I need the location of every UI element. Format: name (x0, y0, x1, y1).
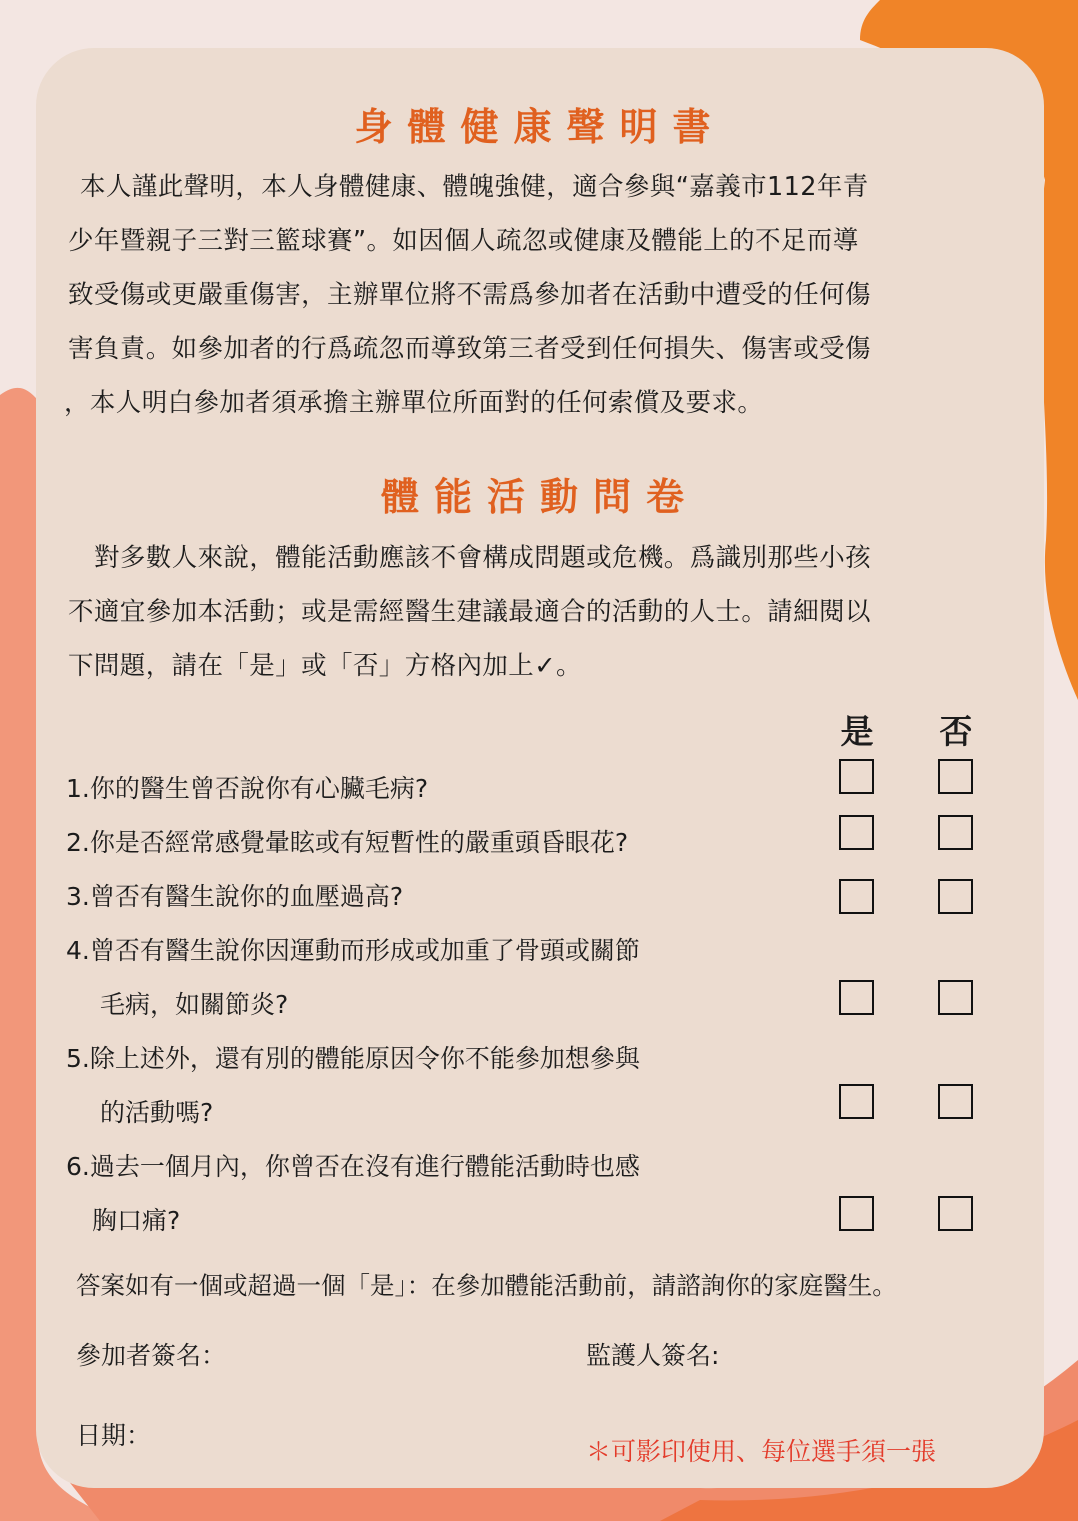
doctor-consult-note: 答案如有一個或超過一個「是」：在參加體能活動前，請諮詢你的家庭醫生。 (76, 1271, 897, 1300)
question-1 (66, 762, 786, 816)
intro-line: 下問題，請在「是」或「否」方格內加上✓。 (68, 651, 582, 681)
declaration-line: 致受傷或更嚴重傷害，主辦單位將不需爲參加者在活動中遭受的任何傷 (68, 280, 871, 310)
q4-no-checkbox[interactable] (938, 980, 973, 1015)
question-text: 2.你是否經常感覺暈眩或有短暫性的嚴重頭昏眼花? (66, 828, 629, 857)
question-text: 5.除上述外，還有別的體能原因令你不能參加想參與 (66, 1044, 640, 1073)
q4-yes-checkbox[interactable] (839, 980, 874, 1015)
form-card (36, 48, 1044, 1488)
declaration-line: ，本人明白參加者須承擔主辦單位所面對的任何索償及要求。 (64, 388, 764, 418)
q3-yes-checkbox[interactable] (839, 879, 874, 914)
question-4 (66, 924, 786, 1032)
question-text: 1.你的醫生曾否說你有心臟毛病? (66, 774, 429, 803)
question-3 (66, 870, 786, 924)
q5-no-checkbox[interactable] (938, 1084, 973, 1119)
date-label: 日期： (76, 1421, 152, 1450)
question-text: 6.過去一個月內，你曾否在沒有進行體能活動時也感 (66, 1152, 640, 1181)
yes-column-header: 是 (840, 712, 874, 751)
photocopy-note: ＊可影印使用、每位選手須一張 (586, 1437, 937, 1466)
participant-signature-label: 參加者簽名： (76, 1341, 227, 1370)
guardian-signature-label: 監護人簽名: (586, 1341, 720, 1370)
q3-no-checkbox[interactable] (938, 879, 973, 914)
question-6 (66, 1140, 786, 1248)
questionnaire-title: 體能活動問卷 (380, 474, 699, 519)
declaration-line: 本人謹此聲明，本人身體健康、體魄強健，適合參與“嘉義市112年青 (80, 172, 869, 202)
q6-no-checkbox[interactable] (938, 1196, 973, 1231)
q1-no-checkbox[interactable] (938, 759, 973, 794)
questionnaire-intro (68, 531, 1012, 693)
question-text: 3.曾否有醫生說你的血壓過高? (66, 882, 404, 911)
question-text-continued: 毛病，如關節炎? (100, 990, 289, 1019)
declaration-text (64, 160, 1020, 430)
no-column-header: 否 (939, 712, 973, 751)
intro-line: 不適宜參加本活動；或是需經醫生建議最適合的活動的人士。請細閱以 (68, 597, 871, 627)
q2-no-checkbox[interactable] (938, 815, 973, 850)
q2-yes-checkbox[interactable] (839, 815, 874, 850)
q5-yes-checkbox[interactable] (839, 1084, 874, 1119)
q1-yes-checkbox[interactable] (839, 759, 874, 794)
question-2 (66, 816, 786, 870)
question-text: 4.曾否有醫生說你因運動而形成或加重了骨頭或關節 (66, 936, 640, 965)
question-text-continued: 胸口痛? (92, 1206, 181, 1235)
declaration-line: 少年暨親子三對三籃球賽”。如因個人疏忽或健康及體能上的不足而導 (68, 226, 859, 256)
question-5 (66, 1032, 786, 1140)
declaration-line: 害負責。如參加者的行爲疏忽而導致第三者受到任何損失、傷害或受傷 (68, 334, 871, 364)
q6-yes-checkbox[interactable] (839, 1196, 874, 1231)
question-text-continued: 的活動嗎? (100, 1098, 214, 1127)
intro-line: 對多數人來說，體能活動應該不會構成問題或危機。爲識別那些小孩 (94, 543, 872, 573)
declaration-title: 身體健康聲明書 (354, 104, 726, 149)
